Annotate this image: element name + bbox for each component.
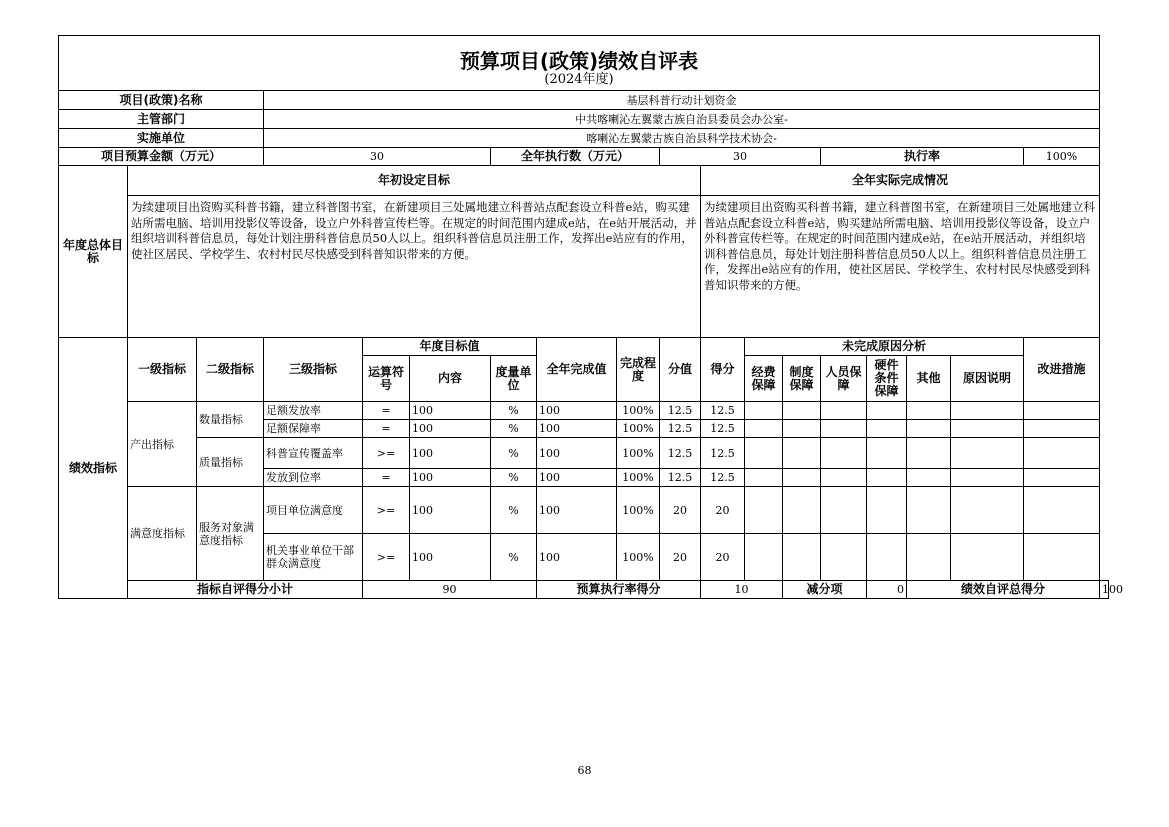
empty-cell xyxy=(951,402,1024,420)
empty-cell xyxy=(951,487,1024,534)
hardware-reason-header: 硬件条件保障 xyxy=(867,356,907,402)
level1-header: 一级指标 xyxy=(128,338,197,402)
indicator-value: 20 xyxy=(660,534,701,581)
budget-amount-label: 项目预算金额（万元） xyxy=(59,148,264,166)
department-label: 主管部门 xyxy=(59,110,264,129)
indicator-content: 100 xyxy=(410,487,491,534)
indicator-unit: % xyxy=(491,487,537,534)
system-reason-header: 制度保障 xyxy=(783,356,821,402)
indicator-content: 100 xyxy=(410,534,491,581)
level2-header: 二级指标 xyxy=(197,338,264,402)
score-value-header: 分值 xyxy=(660,338,701,402)
indicator-unit: % xyxy=(491,534,537,581)
indicator-actual: 100 xyxy=(537,402,617,420)
empty-cell xyxy=(867,487,907,534)
indicator-actual: 100 xyxy=(537,469,617,487)
reason-note-header: 原因说明 xyxy=(951,356,1024,402)
operator-header: 运算符号 xyxy=(363,356,410,402)
indicator-degree: 100% xyxy=(617,420,660,438)
budget-score-label: 预算执行率得分 xyxy=(537,581,701,599)
empty-cell xyxy=(1024,469,1100,487)
empty-cell xyxy=(745,487,783,534)
deduction-value: 0 xyxy=(867,581,907,599)
indicator-value: 12.5 xyxy=(660,438,701,469)
performance-indicator-label: 绩效指标 xyxy=(59,338,128,599)
empty-cell xyxy=(867,469,907,487)
execution-rate-label: 执行率 xyxy=(821,148,1024,166)
output-indicator-label: 产出指标 xyxy=(128,402,197,487)
empty-cell xyxy=(907,487,951,534)
indicator-value: 20 xyxy=(660,487,701,534)
empty-cell xyxy=(821,469,867,487)
actual-completion-header: 全年实际完成情况 xyxy=(701,166,1100,196)
empty-cell xyxy=(783,438,821,469)
indicator-operator: >= xyxy=(363,487,410,534)
indicator-degree: 100% xyxy=(617,534,660,581)
content-header: 内容 xyxy=(410,356,491,402)
indicator-unit: % xyxy=(491,469,537,487)
indicator-score: 12.5 xyxy=(701,438,745,469)
indicator-content: 100 xyxy=(410,420,491,438)
evaluation-form xyxy=(58,35,1123,599)
indicator-unit: % xyxy=(491,402,537,420)
empty-cell xyxy=(745,438,783,469)
empty-cell xyxy=(745,402,783,420)
satisfaction-indicator-label: 满意度指标 xyxy=(128,487,197,581)
indicator-name: 足额保障率 xyxy=(264,420,363,438)
empty-cell xyxy=(867,438,907,469)
subtotal-label: 指标自评得分小计 xyxy=(128,581,363,599)
project-name-label: 项目(政策)名称 xyxy=(59,91,264,110)
deduction-label: 减分项 xyxy=(783,581,867,599)
reason-analysis-header: 未完成原因分析 xyxy=(745,338,1024,356)
empty-cell xyxy=(1024,420,1100,438)
indicator-degree: 100% xyxy=(617,402,660,420)
executed-amount-value: 30 xyxy=(660,148,821,166)
indicator-degree: 100% xyxy=(617,469,660,487)
indicator-content: 100 xyxy=(410,438,491,469)
empty-cell xyxy=(907,469,951,487)
indicator-value: 12.5 xyxy=(660,420,701,438)
indicator-name: 项目单位满意度 xyxy=(264,487,363,534)
project-name-value: 基层科普行动计划资金 xyxy=(264,91,1100,110)
empty-cell xyxy=(951,420,1024,438)
indicator-operator: = xyxy=(363,420,410,438)
annual-goal-label: 年度总体目标 xyxy=(59,166,128,338)
empty-cell xyxy=(951,469,1024,487)
indicator-value: 12.5 xyxy=(660,402,701,420)
budget-amount-value: 30 xyxy=(264,148,491,166)
quality-indicator-label: 质量指标 xyxy=(197,438,264,487)
implementing-unit-label: 实施单位 xyxy=(59,129,264,148)
indicator-score: 12.5 xyxy=(701,420,745,438)
indicator-score: 12.5 xyxy=(701,402,745,420)
empty-cell xyxy=(821,402,867,420)
indicator-unit: % xyxy=(491,420,537,438)
empty-cell xyxy=(1024,402,1100,420)
empty-cell xyxy=(821,534,867,581)
level3-header: 三级指标 xyxy=(264,338,363,402)
empty-cell xyxy=(907,402,951,420)
indicator-unit: % xyxy=(491,438,537,469)
indicator-degree: 100% xyxy=(617,438,660,469)
form-subtitle: (2024年度) xyxy=(59,68,1100,91)
execution-rate-value: 100% xyxy=(1024,148,1100,166)
actual-completion-text: 为续建项目出资购买科普书籍，建立科普图书室，在新建项目三处属地建立科普站点配套设立科普e站，购买建站所需电脑、培训用投影仪等设备，设立户外科普宣传栏等。在规定的时间范围内建成e站，在e站开展活动，并组织培训科普信息员，每处计划注册科普信息员50人以上。组织科普信息员注册工作，发挥出e站应有的作用，使社区居民、学校学生、农村村民尽快感受到科普知识带来的方便。 xyxy=(701,196,1100,338)
empty-cell xyxy=(821,438,867,469)
indicator-name: 机关事业单位干部群众满意度 xyxy=(264,534,363,581)
indicator-operator: = xyxy=(363,402,410,420)
empty-cell xyxy=(783,402,821,420)
subtotal-value: 90 xyxy=(363,581,537,599)
budget-score-value: 10 xyxy=(701,581,783,599)
page-number: 68 xyxy=(577,764,592,777)
staff-reason-header: 人员保障 xyxy=(821,356,867,402)
empty-cell xyxy=(821,487,867,534)
empty-cell xyxy=(745,420,783,438)
service-satisfaction-label: 服务对象满意度指标 xyxy=(197,487,264,581)
indicator-actual: 100 xyxy=(537,438,617,469)
empty-cell xyxy=(783,534,821,581)
empty-cell xyxy=(821,420,867,438)
indicator-score: 20 xyxy=(701,534,745,581)
indicator-score: 12.5 xyxy=(701,469,745,487)
indicator-actual: 100 xyxy=(537,534,617,581)
indicator-name: 发放到位率 xyxy=(264,469,363,487)
actual-value-header: 全年完成值 xyxy=(537,338,617,402)
form-title: 预算项目(政策)绩效自评表 xyxy=(59,36,1100,69)
empty-cell xyxy=(745,534,783,581)
set-goal-header: 年初设定目标 xyxy=(128,166,701,196)
empty-cell xyxy=(867,534,907,581)
empty-cell xyxy=(1024,534,1100,581)
executed-amount-label: 全年执行数（万元） xyxy=(491,148,660,166)
empty-cell xyxy=(745,469,783,487)
improvement-header: 改进措施 xyxy=(1024,338,1100,402)
indicator-operator: = xyxy=(363,469,410,487)
total-score-label: 绩效自评总得分 xyxy=(907,581,1100,599)
empty-cell xyxy=(783,469,821,487)
indicator-name: 足额发放率 xyxy=(264,402,363,420)
empty-cell xyxy=(907,420,951,438)
indicator-content: 100 xyxy=(410,402,491,420)
set-goal-text: 为续建项目出资购买科普书籍，建立科普图书室，在新建项目三处属地建立科普站点配套设立科普e站，购买建站所需电脑、培训用投影仪等设备，设立户外科普宣传栏等。在规定的时间范围内建成e站，在e站开展活动，并组织培训科普信息员，每处计划注册科普信息员50人以上。组织科普信息员注册工作，发挥出e站应有的作用，使社区居民、学校学生、农村村民尽快感受到科普知识带来的方便。 xyxy=(128,196,701,338)
department-value: 中共喀喇沁左翼蒙古族自治县委员会办公室- xyxy=(264,110,1100,129)
empty-cell xyxy=(907,534,951,581)
evaluation-table xyxy=(58,35,1123,599)
empty-cell xyxy=(867,402,907,420)
indicator-score: 20 xyxy=(701,487,745,534)
empty-cell xyxy=(951,438,1024,469)
indicator-actual: 100 xyxy=(537,420,617,438)
indicator-name: 科普宣传覆盖率 xyxy=(264,438,363,469)
empty-cell xyxy=(907,438,951,469)
indicator-value: 12.5 xyxy=(660,469,701,487)
empty-cell xyxy=(783,420,821,438)
indicator-actual: 100 xyxy=(537,487,617,534)
empty-cell xyxy=(783,487,821,534)
indicator-degree: 100% xyxy=(617,487,660,534)
indicator-operator: >= xyxy=(363,534,410,581)
indicator-content: 100 xyxy=(410,469,491,487)
implementing-unit-value: 喀喇沁左翼蒙古族自治县科学技术协会- xyxy=(264,129,1100,148)
score-header: 得分 xyxy=(701,338,745,402)
total-score-value: 100 xyxy=(1100,581,1109,599)
annual-target-header: 年度目标值 xyxy=(363,338,537,356)
empty-cell xyxy=(951,534,1024,581)
quantity-indicator-label: 数量指标 xyxy=(197,402,264,438)
unit-header: 度量单位 xyxy=(491,356,537,402)
completion-degree-header: 完成程度 xyxy=(617,338,660,402)
other-reason-header: 其他 xyxy=(907,356,951,402)
indicator-operator: >= xyxy=(363,438,410,469)
empty-cell xyxy=(867,420,907,438)
funding-reason-header: 经费保障 xyxy=(745,356,783,402)
empty-cell xyxy=(1024,487,1100,534)
empty-cell xyxy=(1024,438,1100,469)
